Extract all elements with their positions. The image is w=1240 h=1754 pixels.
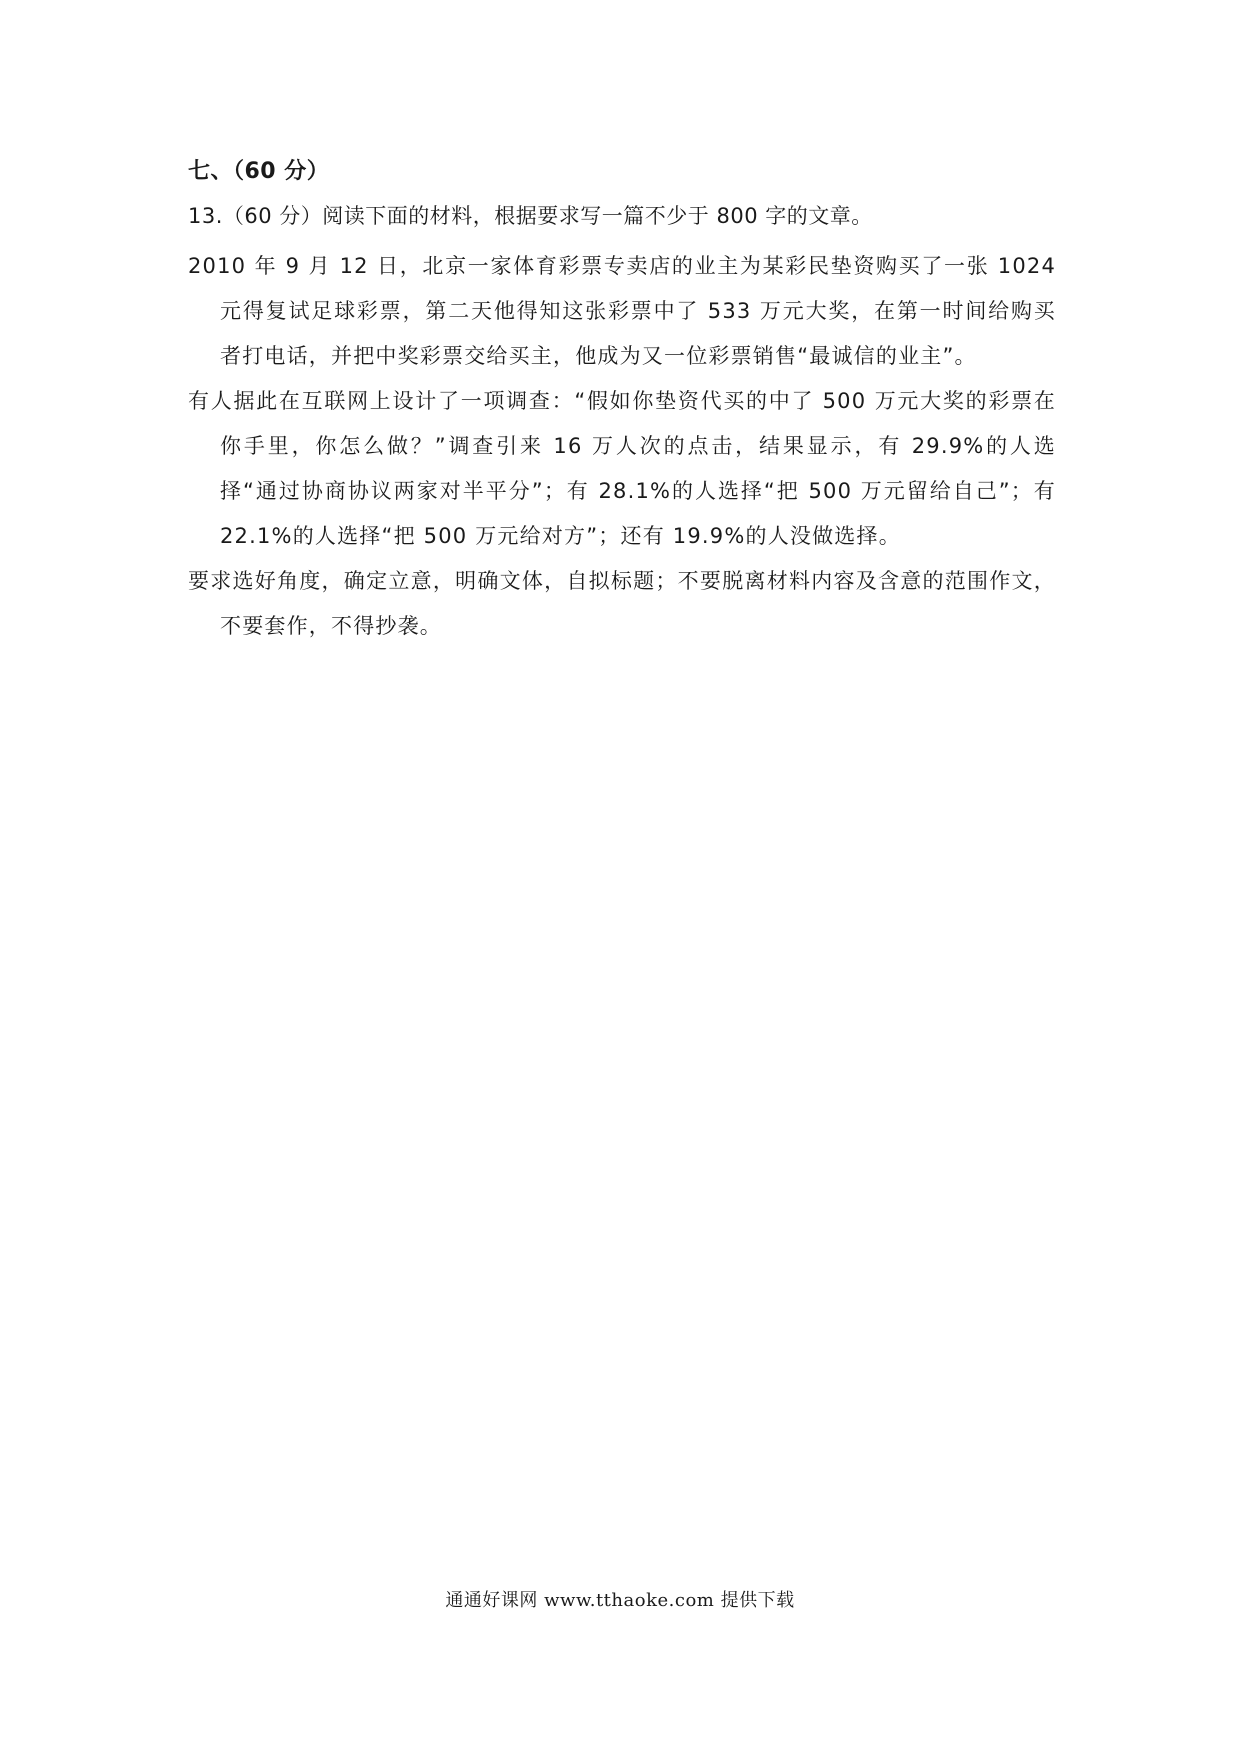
requirements-paragraph: 要求选好角度，确定立意，明确文体，自拟标题；不要脱离材料内容及含意的范围作文，不要套作，不得抄袭。 bbox=[188, 569, 1056, 638]
material-paragraph-2: 有人据此在互联网上设计了一项调查：“假如你垫资代买的中了 500 万元大奖的彩票在你手里，你怎么做？”调查引来 16 万人次的点击，结果显示，有 29.9%的人选择“通过协商协议两家对半平分”；有 28.1%的人选择“把 500 万元留给自己”；有 22.1%的人选择“把 500 万元给对方”；还有 19.9%的人没做选择。 bbox=[188, 389, 1056, 548]
page-content bbox=[188, 156, 1056, 649]
material-paragraph-1: 2010 年 9 月 12 日，北京一家体育彩票专卖店的业主为某彩民垫资购买了一张 1024 元得复试足球彩票，第二天他得知这张彩票中了 533 万元大奖，在第一时间给购买者打电话，并把中奖彩票交给买主，他成为又一位彩票销售“最诚信的业主”。 bbox=[188, 254, 1056, 368]
page-footer: 通通好课网 www.tthaoke.com 提供下载 bbox=[445, 1590, 795, 1611]
question-prompt: 13.（60 分）阅读下面的材料，根据要求写一篇不少于 800 字的文章。 bbox=[188, 204, 873, 228]
section-heading: 七、（60 分） bbox=[188, 159, 330, 184]
